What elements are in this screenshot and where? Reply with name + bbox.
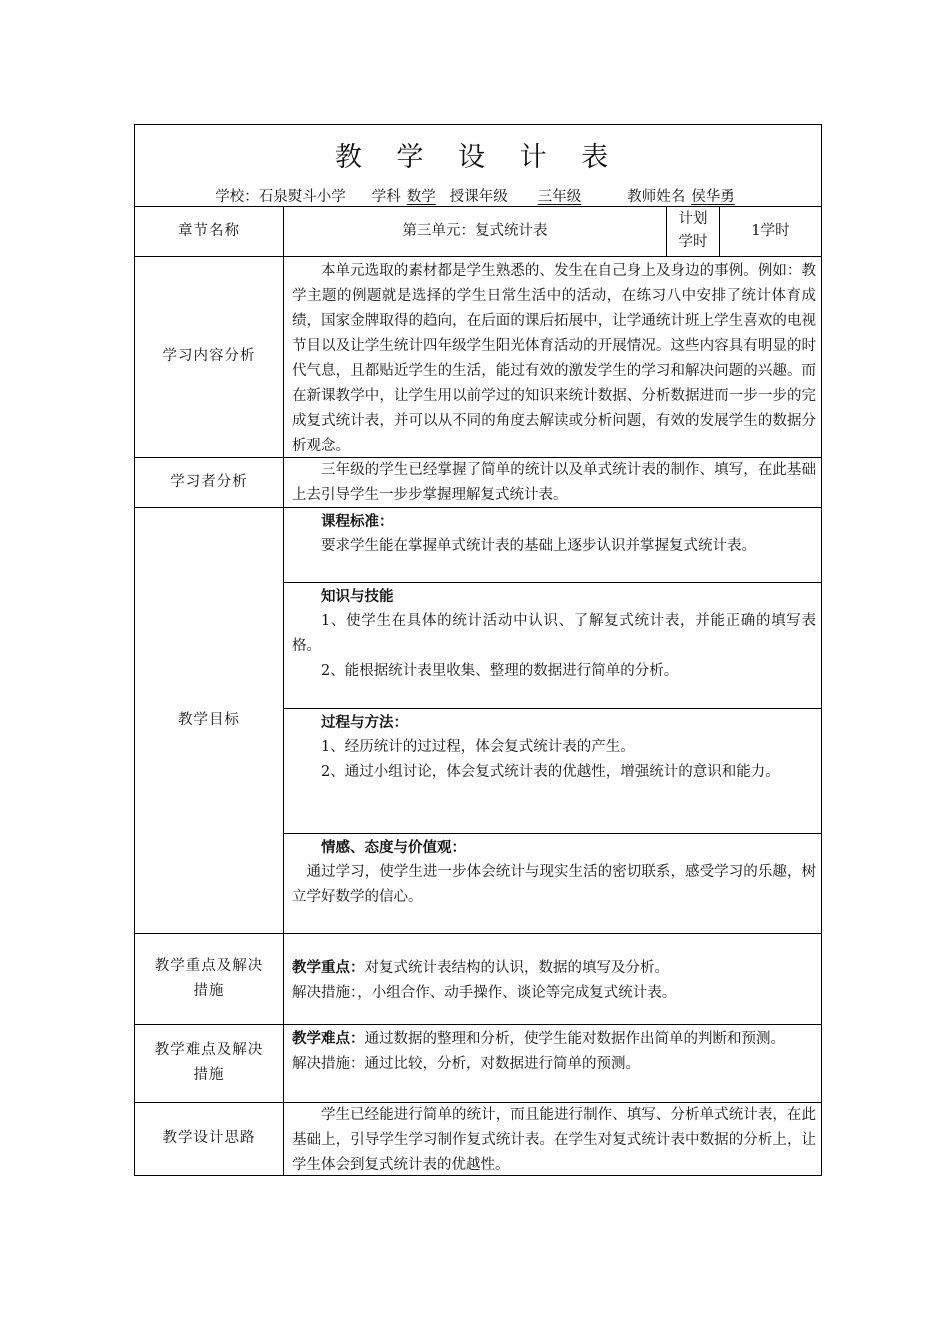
subject-label: 学科 [371,189,401,205]
planned-hours-label: 计划 学时 [678,211,708,250]
grade-label: 授课年级 [449,189,508,205]
content-analysis-text: 本单元选取的素材都是学生熟悉的、发生在自己身上及身边的事例。例如：教学主题的例题就是选择的学生日常生活中的活动，在练习八中安排了统计体育成绩，国家金牌取得的趋向，在后面的课后拓展中，让学通统计班上学生喜欢的电视节目以及让学生统计四年级学生阳光体育活动的开展情况。这些内容具有明显的时代气息，且都贴近学生的生活，能过有效的激发学生的学习和解决问题的兴趣。而在新课教学中，让学生用以前学过的知识来统计数据、分析数据进而一步一步的完成复式统计表，并可以从不同的角度去解读或分析问题，有效的发展学生的数据分析观念。 [292,263,816,454]
page-title: 教 学 设 计 表 [334,142,622,173]
school-label: 学校：石泉熨斗小学 [215,189,346,205]
planned-hours-value: 1学时 [751,222,790,239]
objectives-label: 教学目标 [178,711,240,728]
info-line [135,185,821,206]
teacher-value: 侯华勇 [691,189,735,205]
grade-value: 三年级 [537,189,582,205]
emotion-values: 情感、态度与价值观： 通过学习，使学生进一步体会统计与现实生活的密切联系，感受学习的乐趣，树立学好数学的信心。 [292,839,816,905]
design-table [134,124,822,1176]
knowledge-skills: 知识与技能 1、使学生在具体的统计活动中认识、了解复式统计表，并能正确的填写表格。 2、能根据统计表里收集、整理的数据进行简单的分析。 [292,588,816,679]
subject-value: 数学 [406,189,436,205]
content-analysis-label: 学习内容分析 [162,348,256,364]
design-idea-text: 学生已经能进行简单的统计，而且能进行制作、填写、分析单式统计表，在此基础上，引导学生学习制作复式统计表。在学生对复式统计表中数据的分析上，让学生体会到复式统计表的优越性。 [292,1107,816,1173]
chapter-label: 章节名称 [178,222,240,239]
key-points-content: 教学重点：对复式统计表结构的认识，数据的填写及分析。 解决措施：，小组合作、动手操作、谈论等完成复式统计表。 [292,959,677,1001]
learner-analysis-label: 学习者分析 [170,473,248,490]
teacher-label: 教师姓名 [627,189,686,205]
difficult-points-content: 教学难点：通过数据的整理和分析，使学生能对数据作出简单的判断和预测。 解决措施：通过比较，分析，对数据进行简单的预测。 [292,1030,785,1072]
learner-analysis-text: 三年级的学生已经掌握了简单的统计以及单式统计表的制作、填写，在此基础上去引导学生一步步掌握理解复式统计表。 [292,462,816,503]
key-points-label: 教学重点及解决措施 [154,957,264,999]
difficult-points-label: 教学难点及解决措施 [154,1042,264,1083]
divider [283,833,821,834]
divider [283,582,821,583]
process-methods: 过程与方法： 1、经历统计的过过程，体会复式统计表的产生。 2、通过小组讨论，体会复式统计表的优越性，增强统计的意识和能力。 [321,714,780,780]
divider [283,206,284,1175]
divider [283,708,821,709]
design-idea-label: 教学设计思路 [162,1130,256,1146]
chapter-value: 第三单元：复式统计表 [402,222,548,239]
course-standard: 课程标准： 要求学生能在掌握单式统计表的基础上逐步认识并掌握复式统计表。 [321,513,756,554]
